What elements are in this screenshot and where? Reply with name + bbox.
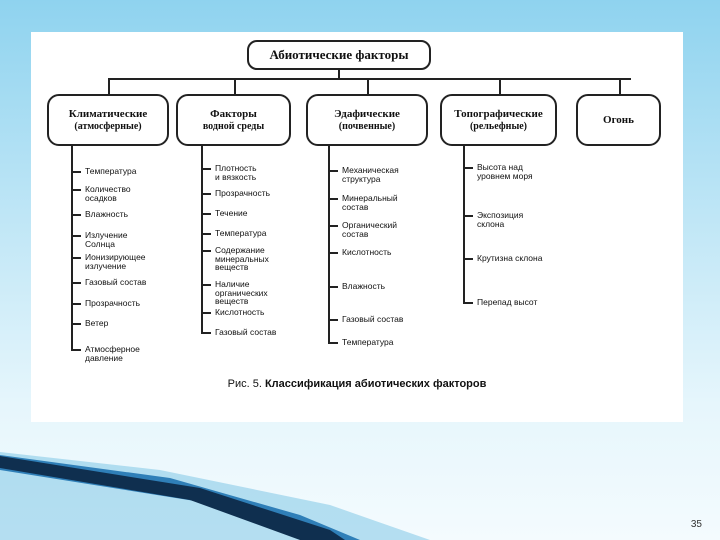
category-spine (463, 146, 465, 303)
root-connector-horizontal (109, 78, 631, 80)
factor-item: Температура (342, 337, 394, 347)
figure-caption (31, 378, 683, 390)
category-box-2 (176, 94, 291, 146)
category-title: Климатические (68, 107, 148, 120)
factor-item: Крутизна склона (477, 253, 543, 263)
item-tick (71, 235, 81, 237)
caption-prefix: Рис. 5. (227, 378, 262, 390)
root-connector-vertical (338, 70, 340, 79)
factor-item: Кислотность (215, 307, 265, 317)
root-title: Абиотические факторы (269, 46, 409, 62)
category-spine (71, 146, 73, 350)
factor-item: Ионизирующее излучение (85, 252, 146, 271)
item-tick (328, 225, 338, 227)
category-connector (108, 78, 110, 94)
item-tick (71, 257, 81, 259)
factor-item: Газовый состав (215, 327, 277, 337)
item-tick (463, 167, 473, 169)
item-tick (71, 349, 81, 351)
item-tick (463, 302, 473, 304)
factor-item: Газовый состав (85, 277, 147, 287)
category-title: Топографические (454, 107, 543, 120)
factor-item: Плотность и вязкость (215, 163, 257, 182)
factor-item: Температура (215, 228, 267, 238)
factor-item: Содержание минеральных веществ (215, 245, 269, 272)
factor-item: Атмосферное давление (85, 344, 140, 363)
item-tick (328, 319, 338, 321)
factor-item: Прозрачность (215, 188, 271, 198)
category-box-4 (440, 94, 557, 146)
category-connector (499, 78, 501, 94)
item-tick (463, 215, 473, 217)
category-box-3 (306, 94, 428, 146)
category-subtitle: (почвенные) (338, 120, 396, 132)
item-tick (71, 171, 81, 173)
category-subtitle: (рельефные) (469, 120, 528, 132)
category-spine (201, 146, 203, 333)
category-subtitle: водной среды (202, 120, 265, 132)
item-tick (71, 303, 81, 305)
item-tick (201, 213, 211, 215)
item-tick (71, 323, 81, 325)
category-box-1 (47, 94, 169, 146)
root-box (247, 40, 431, 70)
category-connector (367, 78, 369, 94)
factor-item: Температура (85, 166, 137, 176)
factor-item: Количество осадков (85, 184, 131, 203)
factor-item: Органический состав (342, 220, 398, 239)
category-title: Огонь (603, 113, 634, 126)
category-subtitle: (атмосферные) (74, 120, 142, 132)
page-number: 35 (690, 519, 702, 530)
item-tick (328, 198, 338, 200)
category-connector (619, 78, 621, 94)
category-title: Факторы (210, 107, 257, 120)
item-tick (201, 168, 211, 170)
factor-item: Влажность (342, 281, 386, 291)
factor-item: Излучение Солнца (85, 230, 128, 249)
factor-item: Наличие органических веществ (215, 279, 268, 306)
item-tick (201, 193, 211, 195)
factor-item: Течение (215, 208, 248, 218)
factor-item: Ветер (85, 318, 109, 328)
factor-item: Перепад высот (477, 297, 538, 307)
item-tick (201, 233, 211, 235)
factor-item: Кислотность (342, 247, 392, 257)
factor-item: Экспозиция склона (477, 210, 524, 229)
factor-item: Прозрачность (85, 298, 141, 308)
category-spine (328, 146, 330, 343)
item-tick (328, 252, 338, 254)
factor-item: Высота над уровнем моря (477, 162, 533, 181)
factor-item: Влажность (85, 209, 129, 219)
item-tick (201, 284, 211, 286)
item-tick (463, 258, 473, 260)
caption-text: Классификация абиотических факторов (264, 378, 487, 390)
item-tick (201, 332, 211, 334)
item-tick (328, 170, 338, 172)
item-tick (71, 282, 81, 284)
factor-item: Механическая структура (342, 165, 399, 184)
item-tick (328, 342, 338, 344)
item-tick (201, 312, 211, 314)
item-tick (71, 214, 81, 216)
item-tick (201, 250, 211, 252)
diagram-panel (31, 32, 683, 422)
category-box-5 (576, 94, 661, 146)
factor-item: Газовый состав (342, 314, 404, 324)
category-title: Эдафические (334, 107, 400, 120)
item-tick (71, 189, 81, 191)
item-tick (328, 286, 338, 288)
category-connector (234, 78, 236, 94)
factor-item: Минеральный состав (342, 193, 398, 212)
